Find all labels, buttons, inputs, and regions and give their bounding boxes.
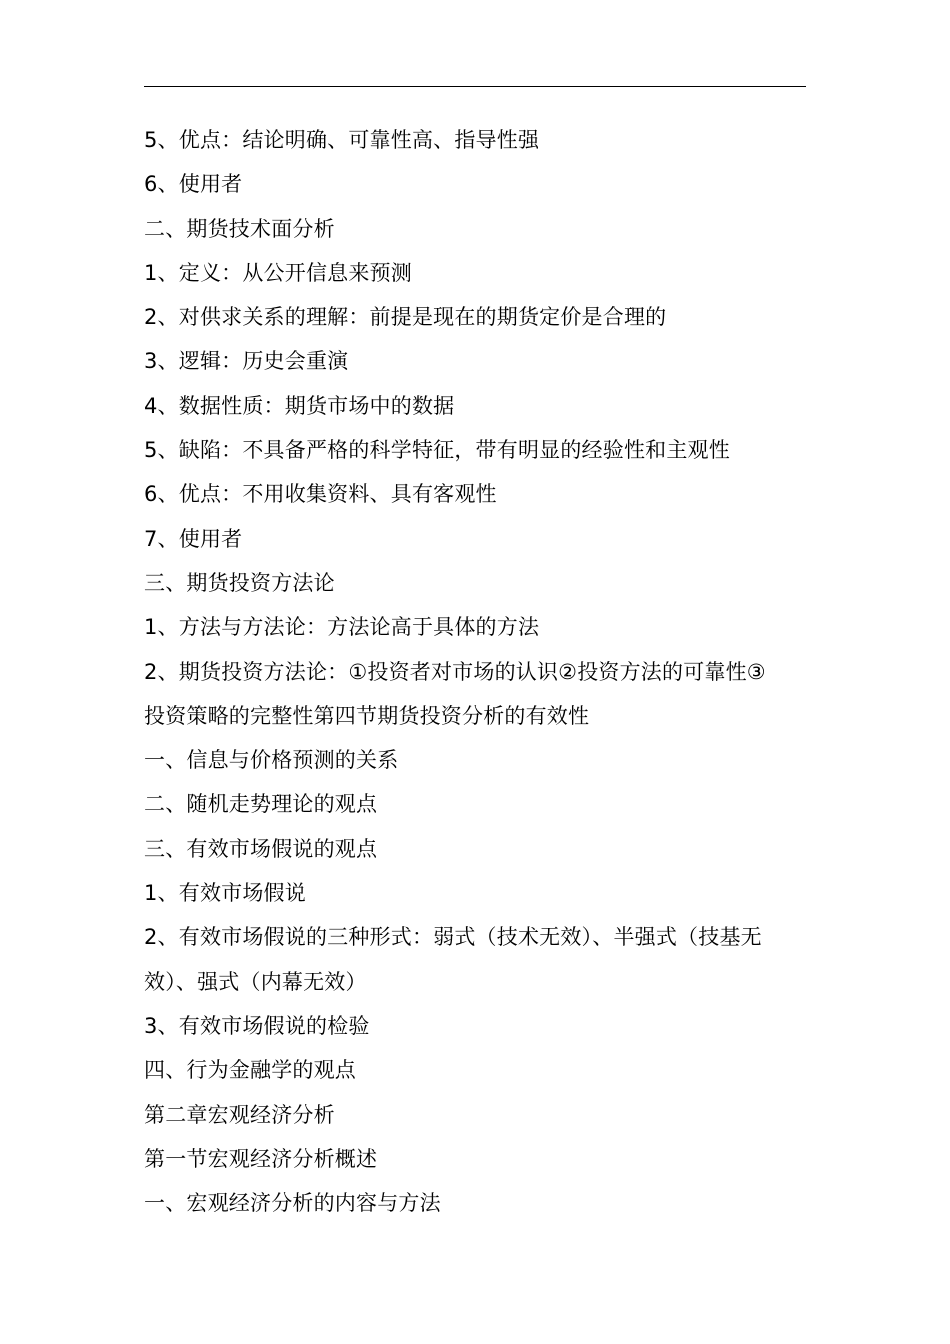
text-line: 1、定义：从公开信息来预测: [144, 260, 412, 285]
document-body: [144, 118, 808, 1225]
section-heading: 二、随机走势理论的观点: [144, 792, 378, 817]
chapter-heading: 第二章宏观经济分析: [144, 1102, 335, 1127]
section-heading: 一、信息与价格预测的关系: [144, 748, 399, 773]
text-line: 4、数据性质：期货市场中的数据: [144, 393, 455, 418]
text-line: 2、期货投资方法论：①投资者对市场的认识②投资方法的可靠性③: [144, 659, 766, 684]
text-line: 1、方法与方法论：方法论高于具体的方法: [144, 615, 540, 640]
section-heading: 一、宏观经济分析的内容与方法: [144, 1191, 441, 1216]
text-line: 2、对供求关系的理解：前提是现在的期货定价是合理的: [144, 305, 667, 330]
text-line: 3、有效市场假说的检验: [144, 1013, 370, 1038]
section-heading: 第一节宏观经济分析概述: [144, 1146, 378, 1171]
text-line: 1、有效市场假说: [144, 881, 306, 906]
text-line: 投资策略的完整性第四节期货投资分析的有效性: [144, 703, 590, 728]
text-line: 5、优点：结论明确、可靠性高、指导性强: [144, 128, 540, 152]
section-heading: 三、有效市场假说的观点: [144, 836, 378, 861]
text-line: 3、逻辑：历史会重演: [144, 349, 349, 374]
header-rule: [144, 86, 806, 87]
text-line: 7、使用者: [144, 526, 243, 551]
text-line: 5、缺陷：不具备严格的科学特征，带有明显的经验性和主观性: [144, 438, 730, 463]
text-line: 效）、强式（内幕无效）: [144, 969, 367, 994]
text-line: 6、优点：不用收集资料、具有客观性: [144, 482, 497, 507]
section-heading: 三、期货投资方法论: [144, 570, 335, 595]
text-line: 6、使用者: [144, 172, 243, 197]
section-heading: 二、期货技术面分析: [144, 216, 335, 241]
section-heading: 四、行为金融学的观点: [144, 1058, 356, 1083]
text-line: 2、有效市场假说的三种形式：弱式（技术无效）、半强式（技基无: [144, 925, 762, 950]
